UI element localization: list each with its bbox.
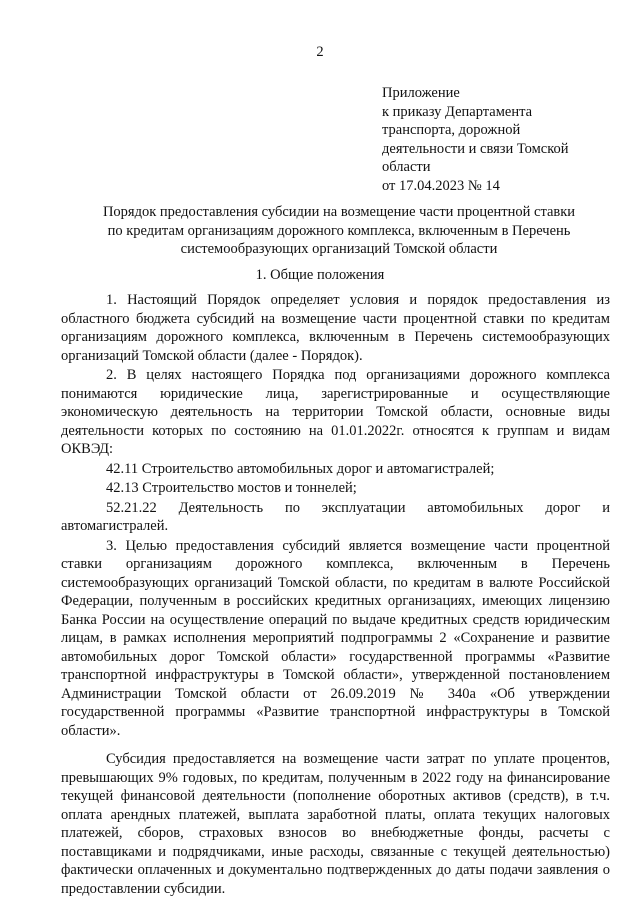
paragraph: 3. Целью предоставления субсидий является возмещение части процентной ставки организациям дорожного комплекса, включенным в Перечень системообразующих организаций Томской области, по кредитам в валюте Российской Федерации, полученным в российских кредитных организациях, имеющих лицензию Банка России на осуществление операций по выдаче кредитных средств юридическим лицам, в рамках исполнения мероприятий подпрограммы 2 «Сохранение и развитие автомобильных дорог Томской области» государственной программы «Развитие транспортной инфраструктуры в Томской области», утвержденной постановлением Администрации Томской области от 26.09.2019 № 340а «Об утверждении государственной программы «Развитие транспортной инфраструктуры в Томской области».	[61, 537, 610, 739]
document-title	[70, 203, 608, 259]
paragraph: 1. Настоящий Порядок определяет условия и порядок предоставления из областного бюджета субсидий на возмещение части процентной ставки по кредитам организациям дорожного комплекса, включенным в Перечень системообразующих организаций Томской области (далее - Порядок).	[61, 292, 610, 364]
appendix-line: от 17.04.2023 № 14	[382, 177, 500, 194]
paragraph: Субсидия предоставляется на возмещение части затрат по уплате процентов, превышающих 9% годовых, по кредитам, полученным в 2022 году на финансирование текущей финансовой деятельности (пополнение оборотных активов (средств), в т.ч. оплата арендных платежей, выплата заработной платы, оплата текущих налоговых платежей, сборов, страховых взносов во внебюджетные фонды, расчеты с поставщиками и подрядчиками, иные расходы, связанные с текущей деятельностью) фактически оплаченных и документально подтвержденных до даты подачи заявления о предоставлении субсидии.	[61, 751, 610, 897]
paragraph: 42.11 Строительство автомобильных дорог и автомагистралей;	[106, 460, 495, 477]
page-number: 2	[316, 44, 324, 60]
paragraph: 52.21.22 Деятельность по эксплуатации автомобильных дорог и автомагистралей.	[61, 499, 610, 534]
appendix-line: Приложение	[382, 85, 460, 101]
appendix-block	[382, 84, 622, 196]
title-line: Порядок предоставления субсидии на возмещение части процентной ставки	[102, 204, 576, 220]
appendix-line: транспорта, дорожной	[382, 122, 521, 139]
section-heading: 1. Общие положения	[255, 267, 385, 283]
appendix-line: области	[382, 159, 431, 176]
document-body	[61, 291, 610, 899]
appendix-line: деятельности и связи Томской	[382, 140, 569, 157]
appendix-line: к приказу Департамента	[382, 103, 533, 120]
paragraph: 2. В целях настоящего Порядка под организациями дорожного комплекса понимаются юридические лица, зарегистрированные и осуществляющие экономическую деятельность на территории Томской области, основные виды деятельности которых по состоянию на 01.01.2022г. относятся к группам и видам ОКВЭД:	[61, 367, 610, 457]
title-line: системообразующих организаций Томской области	[180, 241, 498, 257]
paragraph: 42.13 Строительство мостов и тоннелей;	[106, 480, 357, 496]
title-line: по кредитам организациям дорожного комплекса, включенным в Перечень	[107, 222, 571, 239]
